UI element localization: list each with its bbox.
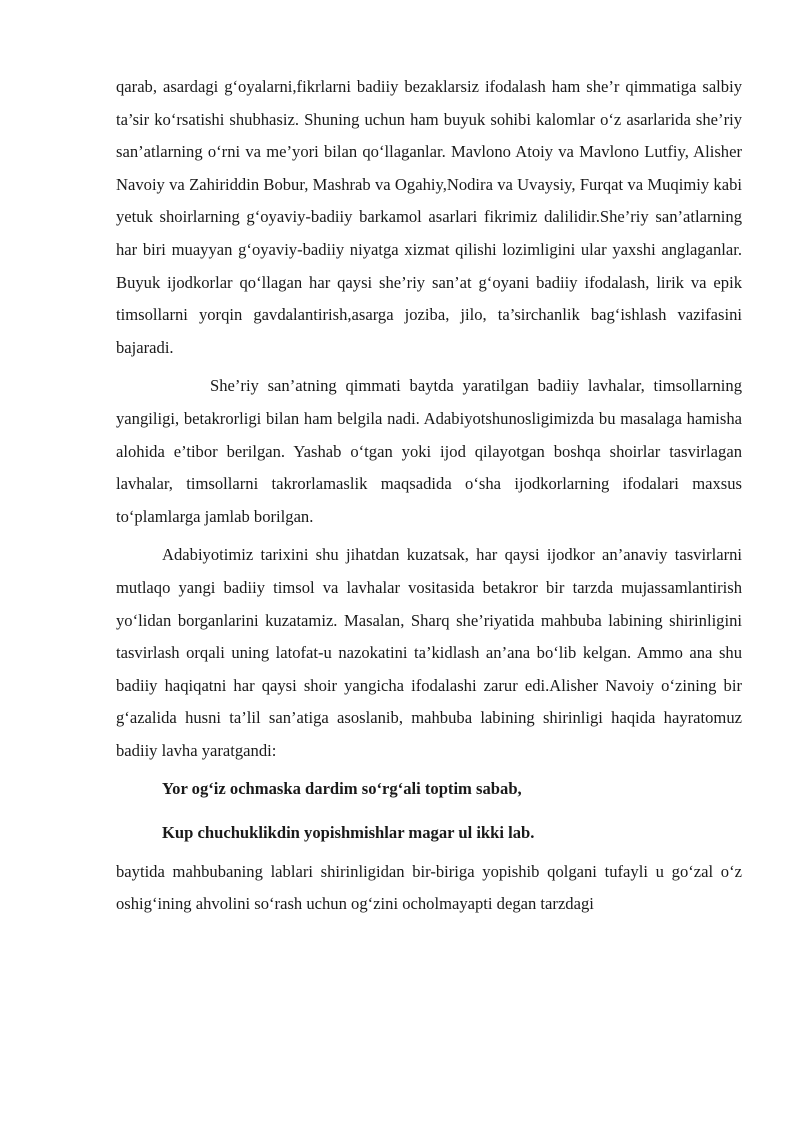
paragraph-3: Adabiyotimiz tarixini shu jihatdan kuzatsak, har qaysi ijodkor an’anaviy tasvirlarni mutlaqo yangi badiiy timsol va lavhalar vositasida betakror bir tarzda mujassamlantirish yo‘lidan borganlarini kuzatamiz. Masalan, Sharq she’riyatida mahbuba labining shirinligini tasvirlash orqali uning latofat-u nazokatini ta’kidlash an’ana bo‘lib kelgan. Ammo ana shu badiiy haqiqatni har qaysi shoir yangicha ifodalashi zarur edi.Alisher Navoiy o‘zining bir g‘azalida husni ta’lil san’atiga asoslanib, mahbuba labining shirinligi haqida hayratomuz badiiy lavha yaratgandi:	[116, 545, 742, 760]
document-page	[116, 71, 742, 921]
paragraph-1: qarab, asardagi g‘oyalarni,fikrlarni badiiy bezaklarsiz ifodalash ham she’r qimmatiga salbiy ta’sir ko‘rsatishi shubhasiz. Shuning uchun ham buyuk sohibi kalomlar o‘z asarlarida she’riy san’atlarning o‘rni va me’yori bilan qo‘llaganlar. Mavlono Atoiy va Mavlono Lutfiy, Alisher Navoiy va Zahiriddin Bobur, Mashrab va Ogahiy,Nodira va Uvaysiy, Furqat va Muqimiy kabi yetuk shoirlarning g‘oyaviy-badiiy barkamol asarlari fikrimiz dalilidir.She’riy san’atlarning har biri muayyan g‘oyaviy-badiiy niyatga xizmat qilishi lozimligini ular yaxshi anglaganlar. Buyuk ijodkorlar qo‘llagan har qaysi she’riy san’at g‘oyani badiiy ifodalash, lirik va epik timsollarni yorqin gavdalantirish,asarga joziba, jilo, ta’sirchanlik bag‘ishlash vazifasini bajaradi.	[116, 77, 742, 357]
verse-line-1: Yor og‘iz ochmaska dardim so‘rg‘ali toptim sabab,	[162, 779, 522, 799]
verse-line-2: Kup chuchuklikdin yopishmishlar magar ul ikki lab.	[162, 823, 535, 843]
paragraph-2: She’riy san’atning qimmati baytda yaratilgan badiiy lavhalar, timsollarning yangiligi, betakrorligi bilan ham belgila nadi. Adabiyotshunosligimizda bu masalaga hamisha alohida e’tibor berilgan. Yashab o‘tgan yoki ijod qilayotgan boshqa shoirlar tasvirlagan lavhalar, timsollarni takrorlamaslik maqsadida o‘sha ijodkorlarning ifodalari maxsus to‘plamlarga jamlab borilgan.	[116, 376, 742, 526]
closing-paragraph: baytida mahbubaning lablari shirinligidan bir-biriga yopishib qolgani tufayli u go‘zal o‘z oshig‘ining ahvolini so‘rash uchun og‘zini ocholmayapti degan tarzdagi	[116, 861, 742, 914]
